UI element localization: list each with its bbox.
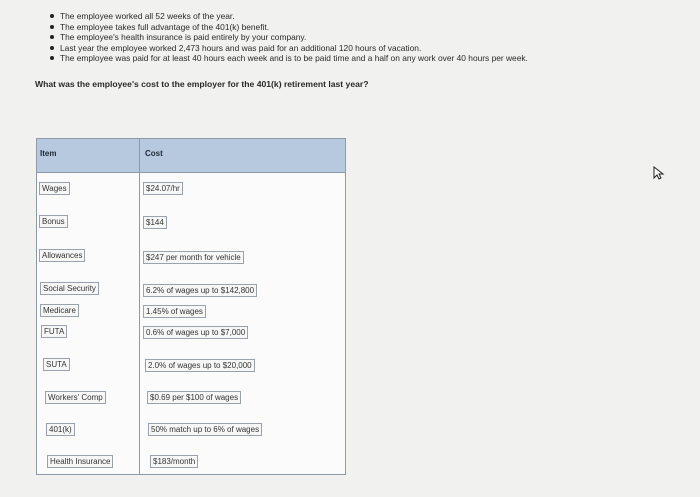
scenario-bullet-list [50,11,528,64]
row-cost-allowances: $247 per month for vehicle [143,251,244,264]
bullet-item: The employee's health insurance is paid entirely by your company. [50,32,528,43]
row-item-workers-comp: Workers' Comp [45,391,106,404]
row-item-bonus: Bonus [39,215,68,228]
row-item-401k: 401(k) [46,423,75,436]
row-item-social-security: Social Security [40,282,99,295]
bullet-item: Last year the employee worked 2,473 hours and was paid for an additional 120 hours of vacation. [50,43,528,54]
row-cost-workers-comp: $0.69 per $100 of wages [147,391,241,404]
row-cost-social-security: 6.2% of wages up to $142,800 [143,284,257,297]
row-cost-health-insurance: $183/month [150,455,198,468]
mouse-cursor-icon [653,166,665,180]
row-cost-medicare: 1.45% of wages [143,305,206,318]
header-item: Item [40,149,57,158]
column-divider [139,139,140,474]
cost-table [36,138,346,475]
question-text: What was the employee's cost to the employer for the 401(k) retirement last year? [35,79,369,89]
row-cost-wages: $24.07/hr [143,182,183,195]
table-header-row [37,139,345,173]
row-cost-suta: 2.0% of wages up to $20,000 [145,359,255,372]
bullet-item: The employee worked all 52 weeks of the year. [50,11,528,22]
row-cost-401k: 50% match up to 6% of wages [148,423,262,436]
row-item-medicare: Medicare [40,304,79,317]
row-cost-bonus: $144 [143,216,167,229]
row-item-allowances: Allowances [39,249,85,262]
header-cost: Cost [145,149,163,158]
bullet-item: The employee was paid for at least 40 hours each week and is to be paid time and a half on any work over 40 hours per week. [50,53,528,64]
row-item-health-insurance: Health Insurance [47,455,113,468]
row-item-futa: FUTA [41,325,67,338]
bullet-item: The employee takes full advantage of the 401(k) benefit. [50,22,528,33]
row-cost-futa: 0.6% of wages up to $7,000 [143,326,248,339]
row-item-suta: SUTA [43,358,70,371]
row-item-wages: Wages [39,182,70,195]
